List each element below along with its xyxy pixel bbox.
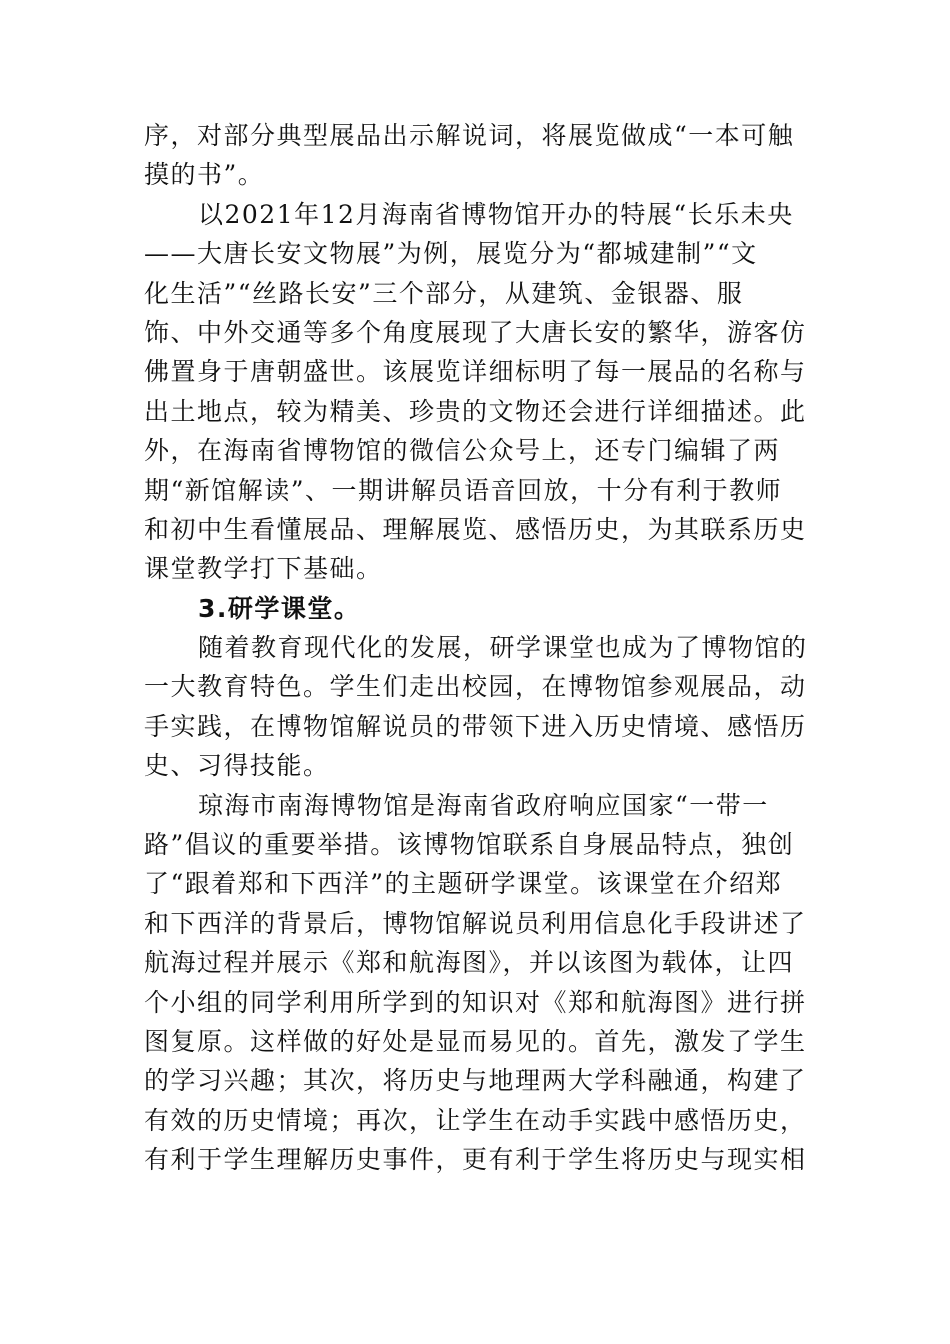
text-line: 的学习兴趣；其次，将历史与地理两大学科融通，构建了 — [144, 1066, 807, 1096]
paragraph-start-line: 随着教育现代化的发展，研学课堂也成为了博物馆的 — [198, 633, 808, 663]
text-line: 了“跟着郑和下西洋”的主题研学课堂。该课堂在介绍郑 — [144, 869, 783, 899]
text-line: 航海过程并展示《郑和航海图》，并以该图为载体，让四 — [144, 948, 795, 978]
text-line: 饰、中外交通等多个角度展现了大唐长安的繁华，游客仿 — [144, 317, 807, 347]
text-line: 有效的历史情境；再次，让学生在动手实践中感悟历史， — [144, 1105, 807, 1135]
text-line: 期“新馆解读”、一期讲解员语音回放，十分有利于教师 — [144, 475, 783, 505]
text-line: 个小组的同学利用所学到的知识对《郑和航海图》进行拼 — [144, 987, 807, 1017]
section-heading: 3.研学课堂。 — [198, 593, 361, 623]
text-line: 有利于学生理解历史事件，更有利于学生将历史与现实相 — [144, 1145, 807, 1175]
text-line: 外，在海南省博物馆的微信公众号上，还专门编辑了两 — [144, 436, 781, 466]
text-line: 序，对部分典型展品出示解说词，将展览做成“一本可触 — [144, 121, 795, 150]
text-line: 课堂教学打下基础。 — [144, 554, 383, 584]
text-line: 史、习得技能。 — [144, 751, 330, 781]
text-line: 手实践，在博物馆解说员的带领下进入历史情境、感悟历 — [144, 711, 807, 741]
paragraph-start-line: 琼海市南海博物馆是海南省政府响应国家“一带一 — [198, 790, 769, 820]
text-line: 佛置身于唐朝盛世。该展览详细标明了每一展品的名称与 — [144, 357, 807, 387]
body-text — [144, 116, 808, 1180]
paragraph-start-line: 以2021年12月海南省博物馆开办的特展“长乐未央 — [198, 199, 794, 229]
text-line: 一大教育特色。学生们走出校园，在博物馆参观展品，动 — [144, 672, 807, 702]
text-line: 摸的书”。 — [144, 160, 265, 190]
text-line: 化生活”“丝路长安”三个部分，从建筑、金银器、服 — [144, 278, 744, 308]
text-line: ——大唐长安文物展”为例，展览分为“都城建制”“文 — [144, 239, 758, 269]
text-line: 路”倡议的重要举措。该博物馆联系自身展品特点，独创 — [144, 830, 795, 860]
text-line: 出土地点，较为精美、珍贵的文物还会进行详细描述。此 — [144, 396, 807, 426]
text-line: 图复原。这样做的好处是显而易见的。首先，激发了学生 — [144, 1026, 807, 1056]
text-line: 和初中生看懂展品、理解展览、感悟历史，为其联系历史 — [144, 514, 807, 544]
text-line: 和下西洋的背景后，博物馆解说员利用信息化手段讲述了 — [144, 908, 807, 938]
